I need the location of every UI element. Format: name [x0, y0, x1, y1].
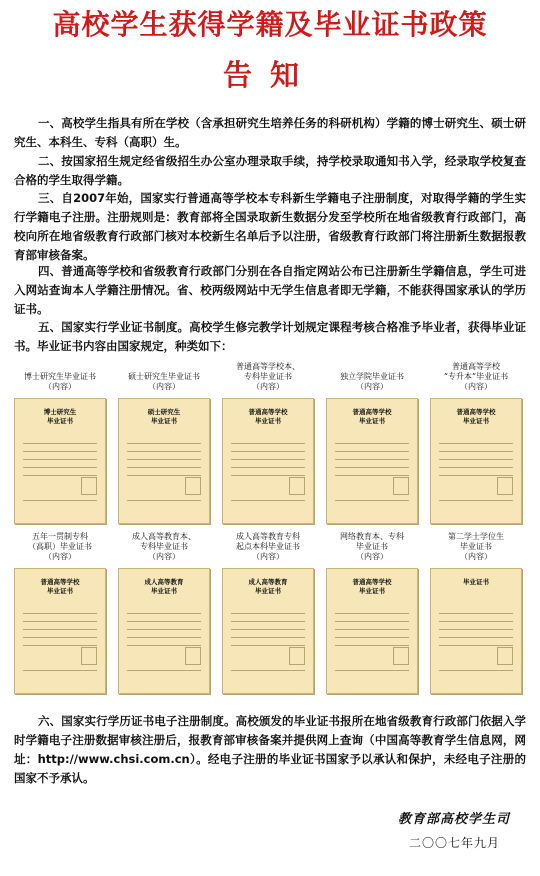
- certificate-sample: [320, 532, 424, 697]
- certificate-text-line: [231, 629, 305, 630]
- certificate-text-line: [23, 613, 97, 614]
- certificate-image: [430, 398, 522, 524]
- certificate-card-title-line: 毕业证书: [255, 587, 281, 595]
- certificate-card-title: [223, 578, 313, 596]
- certificate-caption: [216, 532, 320, 562]
- certificate-text-line: [231, 613, 305, 614]
- certificate-caption-line: （内容）: [356, 382, 388, 391]
- page-title: 高校学生获得学籍及毕业证书政策: [52, 8, 488, 41]
- certificate-signature-line: [439, 670, 513, 679]
- certificate-text-line: [439, 621, 513, 622]
- certificate-signature-line: [231, 500, 305, 509]
- certificate-card-title-line: 毕业证书: [255, 417, 281, 425]
- certificate-card-title-line: 毕业证书: [359, 587, 385, 595]
- certificate-caption-line: （内容）: [148, 382, 180, 391]
- certificate-caption-line: （高职）毕业证书: [28, 542, 92, 551]
- certificate-text-line: [127, 629, 201, 630]
- certificate-text-line: [335, 443, 409, 444]
- certificate-card-title: [223, 408, 313, 426]
- certificate-card-title-line: 毕业证书: [151, 587, 177, 595]
- certificate-caption-line: （内容）: [148, 552, 180, 561]
- certificate-caption-line: 网络教育本、专科: [340, 532, 404, 541]
- certificate-image: [430, 568, 522, 694]
- certificate-card-title: [327, 578, 417, 596]
- certificate-text-line: [439, 475, 513, 476]
- page-subtitle: 告知: [222, 58, 317, 92]
- certificate-text-line: [127, 443, 201, 444]
- certificate-signature-line: [23, 500, 97, 509]
- certificate-text-line: [335, 467, 409, 468]
- certificate-card-title-line: 博士研究生: [43, 408, 77, 416]
- certificate-caption-line: （内容）: [356, 552, 388, 561]
- certificate-text-line: [231, 451, 305, 452]
- certificate-samples: [8, 362, 532, 697]
- certificate-text-line: [335, 637, 409, 638]
- certificate-caption-line: （内容）: [44, 382, 76, 391]
- certificate-card-title: [327, 408, 417, 426]
- certificate-text-line: [23, 621, 97, 622]
- certificate-caption: [320, 532, 424, 562]
- certificate-caption-line: （内容）: [460, 552, 492, 561]
- certificate-card-title-line: 毕业证书: [463, 417, 489, 425]
- certificate-sample: [8, 532, 112, 697]
- certificate-text-line: [23, 451, 97, 452]
- certificate-card-title: [15, 408, 105, 426]
- certificate-text-line: [335, 475, 409, 476]
- certificate-sample: [112, 362, 216, 527]
- certificate-caption-line: 普通高等学校本、: [236, 362, 300, 371]
- certificate-signature-line: [335, 500, 409, 509]
- certificate-photo-box: [81, 647, 97, 665]
- certificate-card-title-line: 成人高等教育: [144, 578, 184, 586]
- certificate-caption-line: （内容）: [252, 382, 284, 391]
- certificate-text-line: [23, 637, 97, 638]
- certificate-image: [222, 568, 314, 694]
- certificate-image: [222, 398, 314, 524]
- certificate-caption-line: （内容）: [252, 552, 284, 561]
- certificate-photo-box: [289, 647, 305, 665]
- certificate-text-line: [439, 451, 513, 452]
- certificate-image: [118, 398, 210, 524]
- certificate-card-title-line: 普通高等学校: [456, 408, 496, 416]
- certificate-text-line: [335, 613, 409, 614]
- certificate-caption: [320, 362, 424, 392]
- certificate-text-line: [335, 451, 409, 452]
- certificate-caption-line: （内容）: [44, 552, 76, 561]
- certificate-signature-line: [335, 670, 409, 679]
- certificate-card-title-line: 普通高等学校: [352, 578, 392, 586]
- certificate-card-title-line: 普通高等学校: [40, 578, 80, 586]
- certificate-photo-box: [497, 647, 513, 665]
- signature-date: 二〇〇七年九月: [408, 836, 500, 850]
- certificate-sample: [8, 362, 112, 527]
- certificate-caption-line: 成人高等教育专科: [236, 532, 300, 541]
- certificate-card-title-line: 毕业证书: [47, 587, 73, 595]
- certificate-sample: [424, 362, 528, 527]
- certificate-text-line: [231, 645, 305, 646]
- certificate-card-title-line: 毕业证书: [463, 578, 489, 586]
- certificate-text-line: [127, 467, 201, 468]
- certificate-caption: [424, 362, 528, 392]
- certificate-image: [14, 568, 106, 694]
- certificate-card-title: [431, 578, 521, 587]
- certificate-text-line: [231, 443, 305, 444]
- certificate-text-line: [23, 475, 97, 476]
- signature-organization: 教育部高校学生司: [397, 812, 510, 827]
- certificate-text-line: [335, 459, 409, 460]
- certificate-signature-line: [231, 670, 305, 679]
- certificate-signature-line: [439, 500, 513, 509]
- certificate-card-title-line: 毕业证书: [359, 417, 385, 425]
- certificate-caption-line: （内容）: [460, 382, 492, 391]
- certificate-text-line: [127, 613, 201, 614]
- certificate-text-line: [23, 645, 97, 646]
- certificate-image: [14, 398, 106, 524]
- paragraph-6: 六、国家实行学历证书电子注册制度。高校颁发的毕业证书报所在地省级教育行政部门依据入学时学籍电子注册数据审核注册后，报教育部审核备案并提供网上查询（中国高等教育学生信息网，网址：http://www.chsi.com.cn）。经电子注册的毕业证书国家予以承认和保护，未经电子注册的国家不予承认。: [14, 714, 526, 785]
- certificate-caption-line: 博士研究生毕业证书: [24, 372, 96, 381]
- certificate-photo-box: [185, 647, 201, 665]
- certificate-text-line: [23, 629, 97, 630]
- certificate-caption: [112, 362, 216, 392]
- certificate-caption-line: 专科毕业证书: [244, 372, 292, 381]
- certificate-text-line: [335, 621, 409, 622]
- certificate-caption: [112, 532, 216, 562]
- certificate-text-line: [23, 443, 97, 444]
- certificate-card-title-line: 成人高等教育: [248, 578, 288, 586]
- certificate-text-line: [231, 459, 305, 460]
- certificate-text-line: [439, 443, 513, 444]
- certificate-caption-line: 普通高等学校: [452, 362, 500, 371]
- certificate-text-line: [231, 637, 305, 638]
- certificate-image: [326, 398, 418, 524]
- certificate-card-title: [15, 578, 105, 596]
- certificate-text-line: [335, 645, 409, 646]
- certificate-caption-line: 独立学院毕业证书: [340, 372, 404, 381]
- certificate-signature-line: [127, 500, 201, 509]
- certificate-caption-line: 毕业证书: [460, 542, 492, 551]
- certificate-card-title-line: 普通高等学校: [248, 408, 288, 416]
- certificate-caption-line: 起点本科毕业证书: [236, 542, 300, 551]
- certificate-caption: [216, 362, 320, 392]
- certificate-text-line: [127, 475, 201, 476]
- certificate-text-line: [231, 467, 305, 468]
- certificate-caption: [8, 362, 112, 392]
- certificate-sample: [320, 362, 424, 527]
- certificate-photo-box: [81, 477, 97, 495]
- certificate-sample: [216, 532, 320, 697]
- certificate-caption: [8, 532, 112, 562]
- certificate-text-line: [439, 613, 513, 614]
- certificate-card-title-line: 毕业证书: [151, 417, 177, 425]
- certificate-card-title-line: 毕业证书: [47, 417, 73, 425]
- certificate-text-line: [127, 621, 201, 622]
- certificate-text-line: [231, 475, 305, 476]
- certificate-card-title: [119, 408, 209, 426]
- certificate-text-line: [127, 451, 201, 452]
- certificate-photo-box: [393, 477, 409, 495]
- paragraph-1: 一、高校学生指具有所在学校（含承担研究生培养任务的科研机构）学籍的博士研究生、硕士研究生、本科生、专科（高职）生。: [14, 116, 526, 149]
- certificate-photo-box: [289, 477, 305, 495]
- paragraph-3: 三、自2007年始，国家实行普通高等学校本专科新生学籍电子注册制度，对取得学籍的学生实行学籍电子注册。注册规则是：教育部将全国录取新生数据分发至学校所在地省级教育行政部门，高校向所在地省级教育行政部门核对本校新生名单后予以注册，省级教育行政部门将注册新生数据报教育部审核备案。: [14, 191, 526, 262]
- certificate-image: [326, 568, 418, 694]
- certificate-photo-box: [393, 647, 409, 665]
- certificate-text-line: [439, 637, 513, 638]
- certificate-image: [118, 568, 210, 694]
- certificate-text-line: [439, 629, 513, 630]
- certificate-sample: [424, 532, 528, 697]
- certificate-text-line: [335, 629, 409, 630]
- certificate-caption-line: “专升本”毕业证书: [443, 372, 509, 381]
- certificate-photo-box: [185, 477, 201, 495]
- certificate-caption-line: 专科毕业证书: [140, 542, 188, 551]
- paragraph-5: 五、国家实行学业证书制度。高校学生修完教学计划规定课程考核合格准予毕业者，获得毕业证书。毕业证书内容由国家规定，种类如下：: [14, 320, 526, 353]
- certificate-signature-line: [23, 670, 97, 679]
- certificate-sample: [216, 362, 320, 527]
- certificate-caption-line: 第二学士学位生: [448, 532, 504, 541]
- certificate-sample: [112, 532, 216, 697]
- paragraph-4: 四、普通高等学校和省级教育行政部门分别在各自指定网站公布已注册新生学籍信息，学生可进入网站查询本人学籍注册情况。省、校两级网站中无学生信息者即无学籍，不能获得国家承认的学历证书。: [14, 264, 526, 316]
- certificate-card-title-line: 普通高等学校: [352, 408, 392, 416]
- certificate-text-line: [127, 637, 201, 638]
- certificate-signature-line: [127, 670, 201, 679]
- certificate-text-line: [127, 645, 201, 646]
- certificate-text-line: [439, 645, 513, 646]
- certificate-text-line: [439, 467, 513, 468]
- certificate-text-line: [439, 459, 513, 460]
- certificate-text-line: [23, 459, 97, 460]
- certificate-caption: [424, 532, 528, 562]
- certificate-card-title: [119, 578, 209, 596]
- certificate-caption-line: 成人高等教育本、: [132, 532, 196, 541]
- certificate-caption-line: 硕士研究生毕业证书: [128, 372, 200, 381]
- paragraph-2: 二、按国家招生规定经省级招生办公室办理录取手续，持学校录取通知书入学，经录取学校复查合格的学生取得学籍。: [14, 154, 526, 187]
- certificate-card-title: [431, 408, 521, 426]
- certificate-text-line: [127, 459, 201, 460]
- certificate-card-title-line: 硕士研究生: [147, 408, 181, 416]
- certificate-caption-line: 五年一贯制专科: [32, 532, 88, 541]
- certificate-text-line: [23, 467, 97, 468]
- certificate-photo-box: [497, 477, 513, 495]
- certificate-text-line: [231, 621, 305, 622]
- certificate-caption-line: 毕业证书: [356, 542, 388, 551]
